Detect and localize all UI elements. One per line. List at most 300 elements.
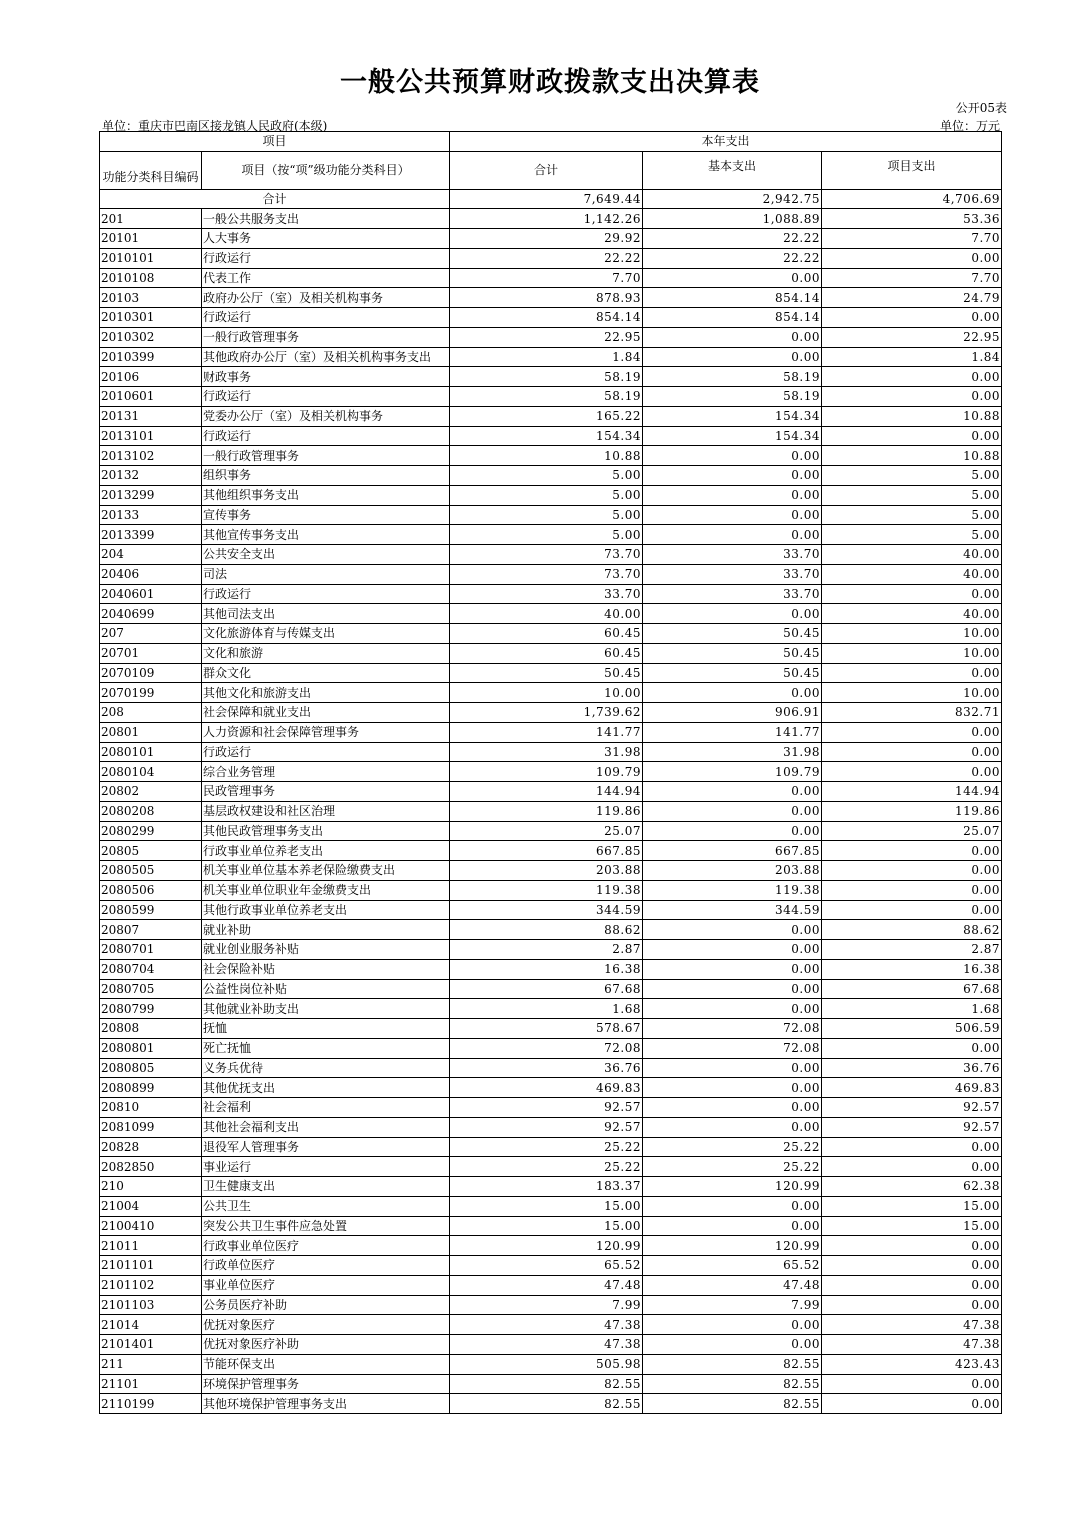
row-total: 5.00: [450, 485, 643, 505]
table-row: [100, 742, 1002, 762]
row-total: 58.19: [450, 387, 643, 407]
row-project: 10.00: [822, 624, 1002, 644]
row-total: 40.00: [450, 604, 643, 624]
row-total: 5.00: [450, 525, 643, 545]
table-row: [100, 1157, 1002, 1177]
table-row: [100, 801, 1002, 821]
table-row: [100, 268, 1002, 288]
row-basic: 82.55: [643, 1374, 822, 1394]
row-total: 119.38: [450, 880, 643, 900]
table-row: [100, 248, 1002, 268]
row-project: 1.84: [822, 347, 1002, 367]
row-total: 1,739.62: [450, 703, 643, 723]
row-total: 667.85: [450, 841, 643, 861]
row-name: 其他司法支出: [202, 604, 450, 624]
row-basic: 82.55: [643, 1354, 822, 1374]
row-name: 其他就业补助支出: [202, 999, 450, 1019]
row-basic: 0.00: [643, 1216, 822, 1236]
row-name: 节能环保支出: [202, 1354, 450, 1374]
row-basic: 72.08: [643, 1038, 822, 1058]
row-code: 2101101: [100, 1256, 202, 1276]
row-name: 优抚对象医疗: [202, 1315, 450, 1335]
header-name: 项目（按“项”级功能分类科目）: [202, 151, 450, 189]
table-row: [100, 1038, 1002, 1058]
row-project: 40.00: [822, 604, 1002, 624]
row-project: 25.07: [822, 821, 1002, 841]
row-name: 文化旅游体育与传媒支出: [202, 624, 450, 644]
row-basic: 154.34: [643, 406, 822, 426]
row-basic: 0.00: [643, 1196, 822, 1216]
currency-unit: 单位：万元: [939, 119, 1000, 133]
table-row: [100, 288, 1002, 308]
row-code: 2013399: [100, 525, 202, 545]
table-row: [100, 1394, 1002, 1414]
row-code: 204: [100, 545, 202, 565]
row-total: 67.68: [450, 979, 643, 999]
row-basic: 1,088.89: [643, 209, 822, 229]
row-project: 16.38: [822, 959, 1002, 979]
row-code: 2101103: [100, 1295, 202, 1315]
row-code: 20828: [100, 1137, 202, 1157]
table-row: [100, 327, 1002, 347]
row-total: 29.92: [450, 229, 643, 249]
row-name: 社会保险补贴: [202, 959, 450, 979]
row-basic: 0.00: [643, 347, 822, 367]
row-name: 其他社会福利支出: [202, 1117, 450, 1137]
row-total: 16.38: [450, 959, 643, 979]
row-code: 2080704: [100, 959, 202, 979]
row-code: 2010399: [100, 347, 202, 367]
row-project: 0.00: [822, 248, 1002, 268]
table-row: [100, 1078, 1002, 1098]
table-row: [100, 545, 1002, 565]
row-total: 505.98: [450, 1354, 643, 1374]
row-code: 21101: [100, 1374, 202, 1394]
table-row: [100, 624, 1002, 644]
row-code: 20801: [100, 722, 202, 742]
table-row: [100, 367, 1002, 387]
row-project: 10.88: [822, 406, 1002, 426]
table-row: [100, 1236, 1002, 1256]
row-project: 5.00: [822, 525, 1002, 545]
table-row: [100, 1335, 1002, 1355]
row-total: 47.38: [450, 1335, 643, 1355]
row-code: 2080104: [100, 762, 202, 782]
row-code: 2082850: [100, 1157, 202, 1177]
row-name: 义务兵优待: [202, 1058, 450, 1078]
row-code: 2013102: [100, 446, 202, 466]
row-basic: 120.99: [643, 1177, 822, 1197]
table-row: [100, 426, 1002, 446]
row-name: 司法: [202, 564, 450, 584]
row-name: 其他行政事业单位养老支出: [202, 900, 450, 920]
row-project: 67.68: [822, 979, 1002, 999]
row-total: 65.52: [450, 1256, 643, 1276]
row-project: 0.00: [822, 663, 1002, 683]
row-basic: 31.98: [643, 742, 822, 762]
row-basic: 0.00: [643, 959, 822, 979]
table-row: [100, 308, 1002, 328]
row-project: 1.68: [822, 999, 1002, 1019]
row-basic: 0.00: [643, 505, 822, 525]
row-basic: 854.14: [643, 288, 822, 308]
table-row: [100, 1275, 1002, 1295]
row-code: 21004: [100, 1196, 202, 1216]
row-code: 2080208: [100, 801, 202, 821]
row-total: 154.34: [450, 426, 643, 446]
table-row: [100, 525, 1002, 545]
row-code: 2110199: [100, 1394, 202, 1414]
row-basic: 0.00: [643, 920, 822, 940]
row-basic: 33.70: [643, 545, 822, 565]
row-project: 62.38: [822, 1177, 1002, 1197]
row-code: 20808: [100, 1019, 202, 1039]
row-total: 33.70: [450, 584, 643, 604]
row-project: 7.70: [822, 268, 1002, 288]
row-project: 92.57: [822, 1098, 1002, 1118]
row-code: 2010601: [100, 387, 202, 407]
row-total: 578.67: [450, 1019, 643, 1039]
row-total: 82.55: [450, 1374, 643, 1394]
row-name: 退役军人管理事务: [202, 1137, 450, 1157]
row-name: 行政运行: [202, 308, 450, 328]
row-basic: 47.48: [643, 1275, 822, 1295]
row-project: 24.79: [822, 288, 1002, 308]
row-code: 2080705: [100, 979, 202, 999]
row-project: 0.00: [822, 584, 1002, 604]
row-project: 0.00: [822, 1374, 1002, 1394]
row-project: 88.62: [822, 920, 1002, 940]
row-name: 公共安全支出: [202, 545, 450, 565]
row-basic: 50.45: [643, 624, 822, 644]
table-row: [100, 209, 1002, 229]
row-name: 公益性岗位补贴: [202, 979, 450, 999]
row-total: 10.00: [450, 683, 643, 703]
row-project: 36.76: [822, 1058, 1002, 1078]
row-basic: 906.91: [643, 703, 822, 723]
row-total: 1.84: [450, 347, 643, 367]
row-project: 15.00: [822, 1216, 1002, 1236]
row-project: 40.00: [822, 545, 1002, 565]
row-total: 25.07: [450, 821, 643, 841]
row-code: 2010101: [100, 248, 202, 268]
table-row: [100, 979, 1002, 999]
row-code: 2080801: [100, 1038, 202, 1058]
table-row: [100, 1196, 1002, 1216]
row-name: 宣传事务: [202, 505, 450, 525]
row-name: 政府办公厅（室）及相关机构事务: [202, 288, 450, 308]
row-code: 2081099: [100, 1117, 202, 1137]
row-name: 其他组织事务支出: [202, 485, 450, 505]
row-code: 210: [100, 1177, 202, 1197]
row-total: 25.22: [450, 1157, 643, 1177]
row-project: 144.94: [822, 782, 1002, 802]
row-total: 1.68: [450, 999, 643, 1019]
row-code: 21014: [100, 1315, 202, 1335]
row-code: 2080101: [100, 742, 202, 762]
row-code: 2080799: [100, 999, 202, 1019]
row-code: 2010301: [100, 308, 202, 328]
row-name: 代表工作: [202, 268, 450, 288]
row-basic: 22.22: [643, 229, 822, 249]
row-code: 2013101: [100, 426, 202, 446]
row-code: 2010302: [100, 327, 202, 347]
row-project: 2.87: [822, 940, 1002, 960]
header-total: 合计: [450, 151, 643, 189]
row-total: 25.22: [450, 1137, 643, 1157]
table-row: [100, 1117, 1002, 1137]
table-row: [100, 841, 1002, 861]
row-name: 环境保护管理事务: [202, 1374, 450, 1394]
row-project: 0.00: [822, 1275, 1002, 1295]
table-row: [100, 880, 1002, 900]
row-name: 一般行政管理事务: [202, 446, 450, 466]
row-name: 就业创业服务补贴: [202, 940, 450, 960]
row-project: 47.38: [822, 1315, 1002, 1335]
row-code: 20807: [100, 920, 202, 940]
row-code: 2013299: [100, 485, 202, 505]
row-total: 7.70: [450, 268, 643, 288]
row-code: 20103: [100, 288, 202, 308]
row-basic: 22.22: [643, 248, 822, 268]
row-basic: 0.00: [643, 683, 822, 703]
table-row: [100, 920, 1002, 940]
row-name: 就业补助: [202, 920, 450, 940]
row-basic: 58.19: [643, 387, 822, 407]
row-total: 203.88: [450, 861, 643, 881]
row-basic: 58.19: [643, 367, 822, 387]
row-basic: 141.77: [643, 722, 822, 742]
row-total: 47.38: [450, 1315, 643, 1335]
total-basic: 2,942.75: [643, 189, 822, 209]
row-project: 0.00: [822, 880, 1002, 900]
row-name: 死亡抚恤: [202, 1038, 450, 1058]
row-code: 2101102: [100, 1275, 202, 1295]
table-row: [100, 347, 1002, 367]
table-row: [100, 999, 1002, 1019]
row-basic: 0.00: [643, 466, 822, 486]
row-project: 0.00: [822, 308, 1002, 328]
row-code: 21011: [100, 1236, 202, 1256]
row-name: 基层政权建设和社区治理: [202, 801, 450, 821]
expenditure-table: [99, 131, 1002, 1414]
row-name: 卫生健康支出: [202, 1177, 450, 1197]
row-total: 22.22: [450, 248, 643, 268]
row-basic: 25.22: [643, 1157, 822, 1177]
table-row: [100, 485, 1002, 505]
form-number: 公开05表: [955, 101, 1007, 115]
row-name: 民政管理事务: [202, 782, 450, 802]
table-row: [100, 722, 1002, 742]
row-code: 2080701: [100, 940, 202, 960]
total-project: 4,706.69: [822, 189, 1002, 209]
row-total: 73.70: [450, 564, 643, 584]
row-total: 119.86: [450, 801, 643, 821]
row-basic: 0.00: [643, 268, 822, 288]
row-total: 141.77: [450, 722, 643, 742]
row-code: 20805: [100, 841, 202, 861]
row-name: 组织事务: [202, 466, 450, 486]
header-project: 项目支出: [822, 151, 1002, 189]
row-total: 1,142.26: [450, 209, 643, 229]
row-code: 211: [100, 1354, 202, 1374]
row-total: 92.57: [450, 1098, 643, 1118]
row-total: 165.22: [450, 406, 643, 426]
row-total: 72.08: [450, 1038, 643, 1058]
row-project: 40.00: [822, 564, 1002, 584]
row-project: 0.00: [822, 742, 1002, 762]
row-total: 50.45: [450, 663, 643, 683]
page-title: 一般公共预算财政拨款支出决算表: [340, 67, 760, 98]
table-row: [100, 1315, 1002, 1335]
header-row-columns: [100, 151, 1002, 189]
row-name: 一般行政管理事务: [202, 327, 450, 347]
row-project: 10.00: [822, 683, 1002, 703]
table-row: [100, 861, 1002, 881]
row-total: 144.94: [450, 782, 643, 802]
row-project: 0.00: [822, 1038, 1002, 1058]
table-row: [100, 782, 1002, 802]
row-total: 36.76: [450, 1058, 643, 1078]
row-total: 58.19: [450, 367, 643, 387]
table-row: [100, 703, 1002, 723]
total-row: [100, 189, 1002, 209]
row-project: 0.00: [822, 1256, 1002, 1276]
row-name: 人力资源和社会保障管理事务: [202, 722, 450, 742]
row-total: 344.59: [450, 900, 643, 920]
total-value: 7,649.44: [450, 189, 643, 209]
table-row: [100, 1374, 1002, 1394]
row-name: 一般公共服务支出: [202, 209, 450, 229]
table-row: [100, 387, 1002, 407]
row-total: 60.45: [450, 624, 643, 644]
table-row: [100, 1098, 1002, 1118]
row-project: 5.00: [822, 505, 1002, 525]
row-code: 2080899: [100, 1078, 202, 1098]
table-row: [100, 900, 1002, 920]
row-total: 854.14: [450, 308, 643, 328]
row-basic: 33.70: [643, 564, 822, 584]
row-code: 20101: [100, 229, 202, 249]
row-code: 207: [100, 624, 202, 644]
table-row: [100, 505, 1002, 525]
row-basic: 0.00: [643, 604, 822, 624]
row-basic: 33.70: [643, 584, 822, 604]
table-row: [100, 229, 1002, 249]
row-total: 5.00: [450, 505, 643, 525]
row-basic: 109.79: [643, 762, 822, 782]
row-name: 公共卫生: [202, 1196, 450, 1216]
row-name: 社会保障和就业支出: [202, 703, 450, 723]
row-basic: 0.00: [643, 485, 822, 505]
row-basic: 344.59: [643, 900, 822, 920]
row-basic: 0.00: [643, 782, 822, 802]
row-name: 其他政府办公厅（室）及相关机构事务支出: [202, 347, 450, 367]
row-name: 行政事业单位养老支出: [202, 841, 450, 861]
table-row: [100, 604, 1002, 624]
table-row: [100, 1295, 1002, 1315]
row-basic: 0.00: [643, 940, 822, 960]
row-code: 20802: [100, 782, 202, 802]
row-name: 机关事业单位职业年金缴费支出: [202, 880, 450, 900]
table-row: [100, 821, 1002, 841]
row-basic: 50.45: [643, 643, 822, 663]
row-code: 20106: [100, 367, 202, 387]
row-basic: 82.55: [643, 1394, 822, 1414]
row-basic: 0.00: [643, 1058, 822, 1078]
row-basic: 119.38: [643, 880, 822, 900]
row-basic: 72.08: [643, 1019, 822, 1039]
row-project: 832.71: [822, 703, 1002, 723]
row-project: 15.00: [822, 1196, 1002, 1216]
row-code: 20132: [100, 466, 202, 486]
row-basic: 154.34: [643, 426, 822, 446]
row-basic: 25.22: [643, 1137, 822, 1157]
row-project: 423.43: [822, 1354, 1002, 1374]
table-row: [100, 643, 1002, 663]
row-total: 878.93: [450, 288, 643, 308]
row-name: 其他环境保护管理事务支出: [202, 1394, 450, 1414]
row-basic: 65.52: [643, 1256, 822, 1276]
row-total: 2.87: [450, 940, 643, 960]
row-code: 2080599: [100, 900, 202, 920]
row-basic: 0.00: [643, 821, 822, 841]
row-code: 20701: [100, 643, 202, 663]
row-total: 5.00: [450, 466, 643, 486]
row-total: 120.99: [450, 1236, 643, 1256]
row-basic: 0.00: [643, 525, 822, 545]
row-total: 7.99: [450, 1295, 643, 1315]
row-name: 行政单位医疗: [202, 1256, 450, 1276]
row-project: 22.95: [822, 327, 1002, 347]
row-code: 208: [100, 703, 202, 723]
row-total: 183.37: [450, 1177, 643, 1197]
row-code: 20406: [100, 564, 202, 584]
row-project: 53.36: [822, 209, 1002, 229]
total-label: 合计: [100, 189, 450, 209]
row-basic: 120.99: [643, 1236, 822, 1256]
table-row: [100, 663, 1002, 683]
table-row: [100, 1256, 1002, 1276]
row-code: 20131: [100, 406, 202, 426]
table-row: [100, 1058, 1002, 1078]
row-basic: 0.00: [643, 1117, 822, 1137]
row-project: 5.00: [822, 485, 1002, 505]
table-row: [100, 466, 1002, 486]
header-row-top: [100, 132, 1002, 152]
row-total: 469.83: [450, 1078, 643, 1098]
row-name: 党委办公厅（室）及相关机构事务: [202, 406, 450, 426]
row-name: 其他优抚支出: [202, 1078, 450, 1098]
table-row: [100, 762, 1002, 782]
row-basic: 0.00: [643, 999, 822, 1019]
table-row: [100, 1354, 1002, 1374]
row-project: 0.00: [822, 841, 1002, 861]
row-name: 行政运行: [202, 742, 450, 762]
row-name: 事业运行: [202, 1157, 450, 1177]
row-name: 事业单位医疗: [202, 1275, 450, 1295]
row-basic: 50.45: [643, 663, 822, 683]
row-name: 人大事务: [202, 229, 450, 249]
row-basic: 0.00: [643, 1315, 822, 1335]
row-name: 突发公共卫生事件应急处置: [202, 1216, 450, 1236]
row-project: 47.38: [822, 1335, 1002, 1355]
header-basic: 基本支出: [643, 151, 822, 189]
row-basic: 0.00: [643, 1098, 822, 1118]
table-row: [100, 584, 1002, 604]
row-code: 20133: [100, 505, 202, 525]
row-code: 2101401: [100, 1335, 202, 1355]
